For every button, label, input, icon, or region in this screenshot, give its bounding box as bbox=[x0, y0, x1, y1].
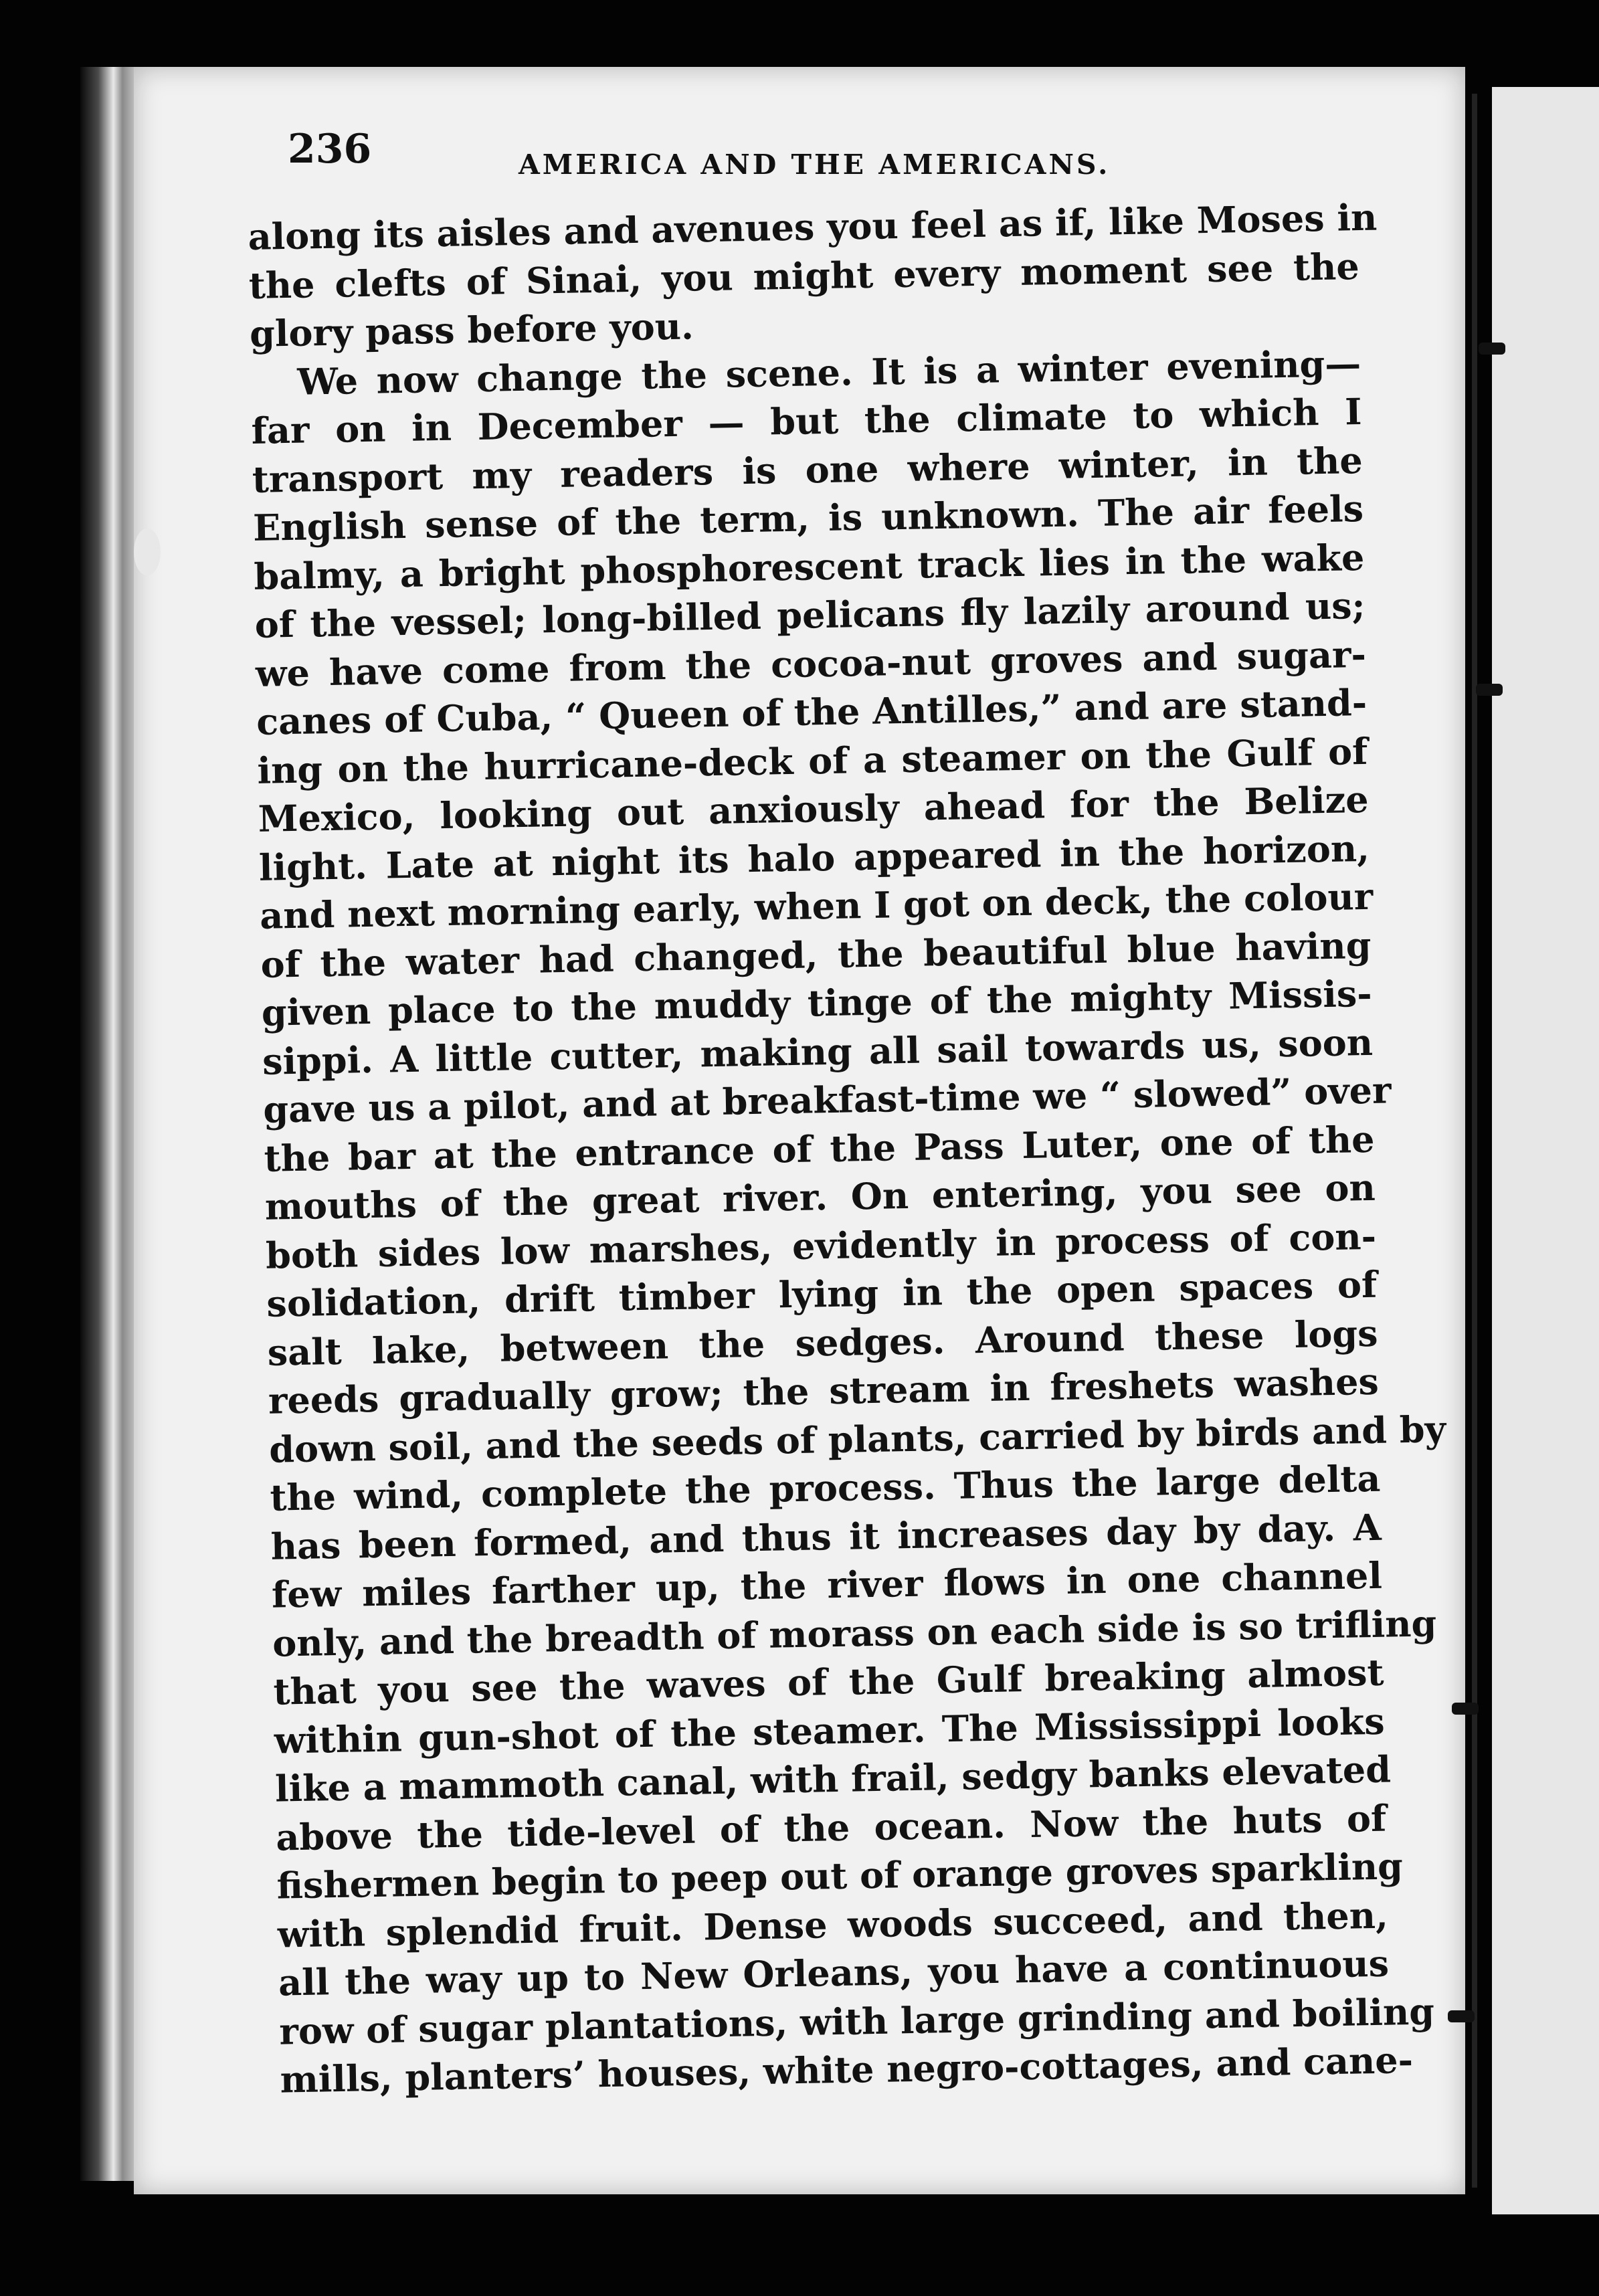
text-line: Mexico, looking out anxiously ahead for the Belize bbox=[258, 777, 1370, 840]
text-line: reeds gradually grow; the stream in freshets washes bbox=[268, 1359, 1380, 1422]
running-head: AMERICA AND THE AMERICANS. bbox=[519, 149, 1111, 181]
text-line: of the vessel; long-billed pelicans fly lazily around us; bbox=[254, 583, 1366, 646]
text-line: and next morning early, when I got on deck, the colour bbox=[259, 874, 1374, 937]
text-line: mouths of the great river. On entering, you see on bbox=[264, 1165, 1376, 1228]
page-gutter-line bbox=[1472, 94, 1477, 2188]
text-line: far on in December — but the climate to which I bbox=[251, 389, 1362, 452]
text-line: the clefts of Sinai, you might every moment see the bbox=[248, 244, 1360, 307]
text-line: with splendid fruit. Dense woods succeed, and then, bbox=[277, 1893, 1389, 1956]
text-line: row of sugar plantations, with large grinding and boiling bbox=[278, 1989, 1435, 2053]
text-line: all the way up to New Orleans, you have a continuous bbox=[278, 1941, 1390, 2004]
gutter-mark bbox=[1476, 684, 1503, 696]
text-line: given place to the muddy tinge of the mighty Missis- bbox=[261, 971, 1373, 1034]
text-line: the bar at the entrance of the Pass Luter, one of the bbox=[264, 1117, 1375, 1180]
text-line: above the tide-level of the ocean. Now the huts of bbox=[275, 1796, 1387, 1859]
gutter-mark bbox=[1452, 1703, 1479, 1715]
text-line: along its aisles and avenues you feel as if, like Moses in bbox=[248, 195, 1378, 258]
gutter-mark bbox=[1448, 2010, 1475, 2022]
text-line: sippi. A little cutter, making all sail towards us, soon bbox=[262, 1020, 1374, 1083]
page-number: 236 bbox=[288, 126, 372, 173]
text-line: We now change the scene. It is a winter evening— bbox=[296, 341, 1361, 403]
body-text bbox=[248, 193, 1446, 2104]
text-line: that you see the waves of the Gulf breaking almost bbox=[273, 1650, 1384, 1713]
text-line: light. Late at night its halo appeared in the horizon, bbox=[258, 826, 1370, 889]
book-binding-edge bbox=[80, 67, 140, 2181]
text-line: English sense of the term, is unknown. The air feels bbox=[252, 486, 1364, 549]
text-line: the wind, complete the process. Thus the large delta bbox=[269, 1456, 1381, 1519]
text-line: down soil, and the seeds of plants, carried by birds and by bbox=[268, 1407, 1446, 1471]
text-line: solidation, drift timber lying in the open spaces of bbox=[266, 1262, 1378, 1325]
text-line: mills, planters’ houses, white negro-cottages, and cane- bbox=[280, 2038, 1414, 2101]
text-line: transport my readers is one where winter, in the bbox=[252, 438, 1363, 501]
text-line: salt lake, between the sedges. Around these logs bbox=[267, 1311, 1379, 1374]
gutter-mark bbox=[1479, 343, 1505, 355]
text-line: glory pass before you. bbox=[249, 304, 694, 355]
text-line: of the water had changed, the beautiful blue having bbox=[260, 923, 1372, 986]
paper-blemish bbox=[134, 529, 161, 575]
text-line: few miles farther up, the river flows in one channel bbox=[271, 1553, 1383, 1616]
text-line: only, and the breadth of morass on each side is so trifling bbox=[272, 1601, 1437, 1665]
text-line: within gun-shot of the steamer. The Mississippi looks bbox=[274, 1699, 1386, 1762]
text-line: canes of Cuba, “ Queen of the Antilles,” and are stand- bbox=[256, 680, 1368, 743]
text-line: fishermen begin to peep out of orange groves sparkling bbox=[276, 1844, 1404, 1907]
text-line: like a mammoth canal, with frail, sedgy banks elevated bbox=[274, 1747, 1392, 1810]
text-line: balmy, a bright phosphorescent track lies in the wake bbox=[253, 535, 1365, 598]
text-line: has been formed, and thus it increases day by day. A bbox=[270, 1505, 1382, 1568]
text-line: both sides low marshes, evidently in process of con- bbox=[265, 1214, 1377, 1277]
text-line: we have come from the cocoa-nut groves and sugar- bbox=[255, 632, 1367, 695]
text-line: ing on the hurricane-deck of a steamer on the Gulf of bbox=[256, 729, 1368, 792]
facing-page-edge bbox=[1492, 87, 1599, 2214]
text-line: gave us a pilot, and at breakfast-time we “ slowed” over bbox=[262, 1068, 1392, 1131]
